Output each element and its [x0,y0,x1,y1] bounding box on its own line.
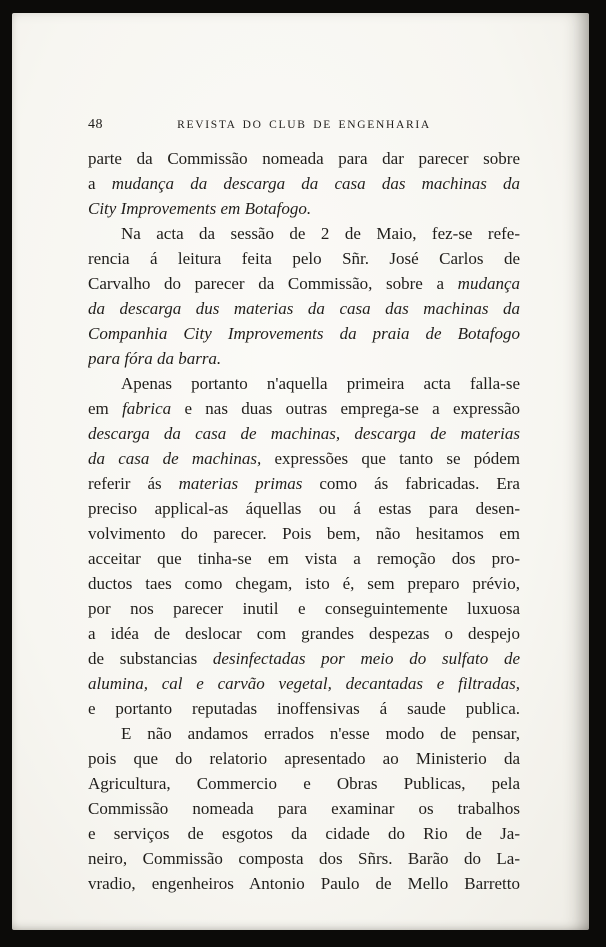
text-segment: a idéa de deslocar com grandes despezas o despejo [88,624,520,643]
text-segment: neiro, Commissão composta dos Sñrs. Barão do La- [88,849,520,868]
text-line [88,446,520,471]
text-segment: a [88,174,112,193]
text-line [88,396,520,421]
page-number: 48 [88,117,103,132]
text-line [88,346,520,371]
italic-text-segment: Companhia City Improvements da praia de Botafogo [88,324,520,343]
text-segment: como ás fabricadas. Era [302,474,520,493]
text-segment: acceitar que tinha-se em vista a remoção dos pro- [88,549,520,568]
text-line [88,671,520,696]
text-segment: Carvalho do parecer da Commissão, sobre a [88,274,458,293]
text-segment: ductos taes como chegam, isto é, sem preparo prévio, [88,574,520,593]
text-segment: e serviços de esgotos da cidade do Rio de Ja- [88,824,520,843]
text-segment: de substancias [88,649,213,668]
text-segment: preciso applical-as áquellas ou á estas para desen- [88,499,520,518]
journal-title: REVISTA DO CLUB DE ENGENHARIA [177,119,431,131]
italic-text-segment: da descarga dus materias da casa das machinas da [88,299,520,318]
text-line [88,696,520,721]
text-segment: rencia á leitura feita pelo Sñr. José Carlos de [88,249,520,268]
text-segment: vradio, engenheiros Antonio Paulo de Mello Barretto [88,874,520,893]
text-line [88,596,520,621]
text-segment: e nas duas outras emprega-se a expressão [171,399,520,418]
text-line [88,796,520,821]
text-line [88,546,520,571]
text-line [88,371,520,396]
text-line [88,621,520,646]
text-segment: e portanto reputadas inoffensivas á saude publica. [88,699,520,718]
text-line [88,171,520,196]
italic-text-segment: da casa de machinas, [88,449,262,468]
text-line [88,846,520,871]
italic-text-segment: materias primas [178,474,303,493]
text-segment: E não andamos errados n'esse modo de pensar, [121,724,520,743]
text-segment: pois que do relatorio apresentado ao Ministerio da [88,749,520,768]
italic-text-segment: para fóra da barra. [88,349,222,368]
text-segment: Na acta da sessão de 2 de Maio, fez-se refe- [121,224,520,243]
text-line [88,146,520,171]
text-line [88,721,520,746]
book-page [12,13,589,930]
italic-text-segment: alumina, cal e carvão vegetal, decantadas e filtradas, [88,674,520,693]
text-line [88,271,520,296]
text-segment: Commissão nomeada para examinar os trabalhos [88,799,520,818]
text-line [88,521,520,546]
text-line [88,321,520,346]
text-segment: parte da Commissão nomeada para dar parecer sobre [88,149,520,168]
text-segment: volvimento do parecer. Pois bem, não hesitamos em [88,524,520,543]
text-line [88,821,520,846]
text-line [88,496,520,521]
text-line [88,246,520,271]
text-segment: em [88,399,123,418]
text-segment: por nos parecer inutil e conseguintemente luxuosa [88,599,520,618]
text-line [88,646,520,671]
italic-text-segment: City Improvements em Botafogo. [88,199,312,218]
text-line [88,196,520,221]
page-text [88,146,520,896]
text-segment: expressões que tanto se pódem [261,449,520,468]
text-segment: Apenas portanto n'aquella primeira acta falla-se [121,374,520,393]
text-segment: Agricultura, Commercio e Obras Publicas, pela [88,774,520,793]
text-segment: referir ás [88,474,179,493]
text-line [88,471,520,496]
text-line [88,296,520,321]
text-line [88,571,520,596]
italic-text-segment: descarga da casa de machinas, descarga de materias [88,424,520,443]
page-header [88,117,520,135]
italic-text-segment: fabrica [122,399,172,418]
text-line [88,221,520,246]
italic-text-segment: mudança [457,274,520,293]
text-line [88,421,520,446]
italic-text-segment: mudança da descarga da casa das machinas da [111,174,520,193]
text-line [88,871,520,896]
italic-text-segment: desinfectadas por meio do sulfato de [212,649,520,668]
text-line [88,746,520,771]
text-line [88,771,520,796]
